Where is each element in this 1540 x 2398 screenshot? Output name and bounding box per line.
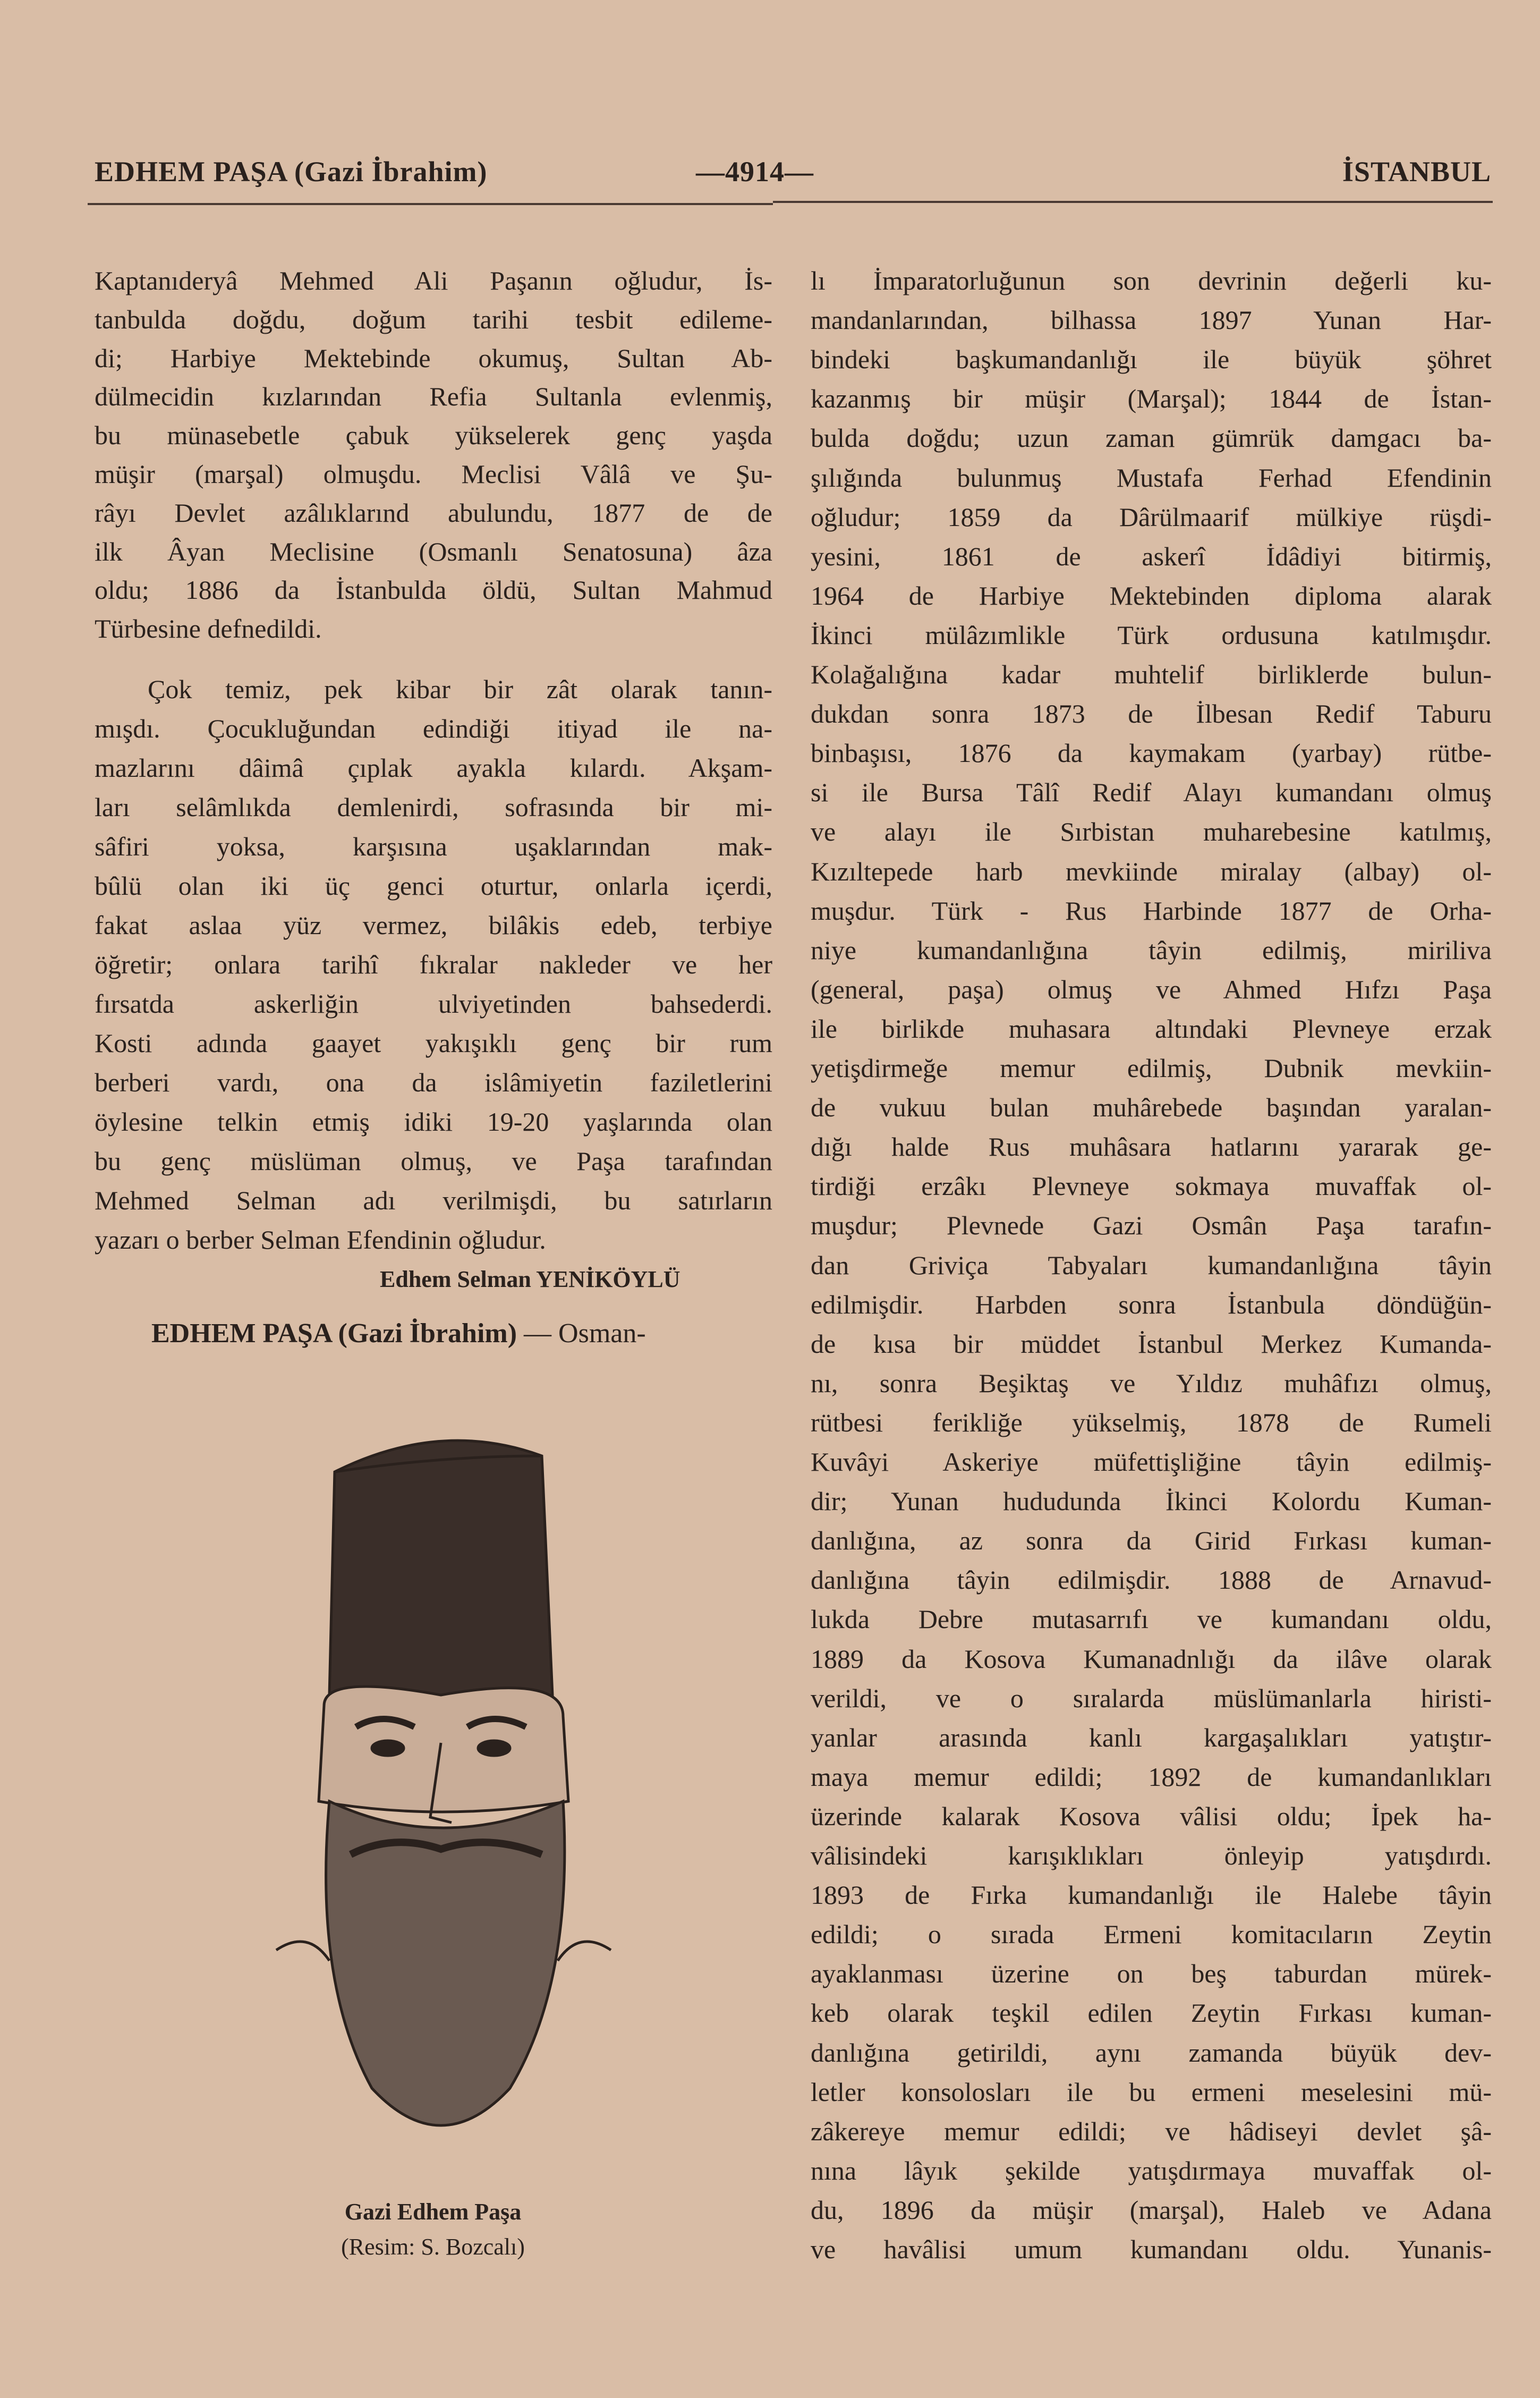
text-line: dığı halde Rus muhâsara hatlarını yararak ge- <box>811 1132 1492 1162</box>
text-line: Çok temiz, pek kibar bir zât olarak tanın- <box>148 674 772 704</box>
text-line: Kuvâyi Askeriye müfettişliğine tâyin edilmiş- <box>811 1447 1492 1477</box>
right-column-text <box>811 261 1492 2280</box>
text-line: muşdur. Türk - Rus Harbinde 1877 de Orha- <box>811 895 1492 926</box>
text-line: verildi, ve o sıralarda müslümanlarla hiristi- <box>811 1683 1492 1713</box>
text-line: de vukuu bulan muhârebede başından yaralan- <box>811 1092 1492 1123</box>
text-line: sâfiri yoksa, karşısına uşaklarından mak- <box>95 832 772 861</box>
running-head-left: EDHEM PAŞA (Gazi İbrahim) <box>95 156 488 188</box>
text-line: râyı Devlet azâlıklarınd abulundu, 1877 de de <box>95 497 772 528</box>
text-line: vâlisindeki karışıklıkları önleyip yatışdırdı. <box>811 1841 1492 1870</box>
text-line: si ile Bursa Tâlî Redif Alayı kumandanı olmuş <box>811 777 1492 808</box>
text-line: lukda Debre mutasarrıfı ve kumandanı oldu, <box>811 1604 1492 1634</box>
text-line: tirdiği erzâkı Plevneye sokmaya muvaffak ol- <box>811 1171 1492 1201</box>
text-line: de kısa bir müddet İstanbul Merkez Kumanda- <box>811 1328 1492 1359</box>
text-line: bulda doğdu; uzun zaman gümrük damgacı ba- <box>811 423 1492 453</box>
text-line: 1889 da Kosova Kumanadnlığı da ilâve olarak <box>811 1643 1492 1674</box>
text-line: yazarı o berber Selman Efendinin oğludur. <box>95 1225 546 1255</box>
text-line: du, 1896 da müşir (marşal), Haleb ve Adana <box>811 2194 1492 2225</box>
left-paragraph-2 <box>95 670 772 1259</box>
text-line: Mehmed Selman adı verilmişdi, bu satırların <box>95 1185 772 1215</box>
header-rule-left <box>88 203 773 205</box>
text-line: ve alayı ile Sırbistan muharebesine katılmış, <box>811 817 1492 847</box>
text-line: nına lâyık şekilde yatışdırmaya muvaffak ol- <box>811 2155 1492 2185</box>
text-line: rütbesi ferikliğe yükselmiş, 1878 de Rumeli <box>811 1407 1492 1437</box>
text-line: ve havâlisi umum kumandanı oldu. Yunanis- <box>811 2234 1492 2264</box>
text-line: dir; Yunan hududunda İkinci Kolordu Kuman- <box>811 1486 1492 1516</box>
text-line: öğretir; onlara tarihî fıkralar nakleder ve her <box>95 950 772 979</box>
text-line: Kızıltepede harb mevkiinde miralay (albay) ol- <box>811 856 1492 886</box>
left-paragraph-1 <box>95 261 772 654</box>
text-line: keb olarak teşkil edilen Zeytin Fırkası kuman- <box>811 1998 1492 2028</box>
text-line: ları selâmlıkda demlenirdi, sofrasında bir mi- <box>95 792 772 822</box>
text-line: yanlar arasında kanlı kargaşalıkları yatıştır- <box>811 1722 1492 1752</box>
text-line: danlığına tâyin edilmişdir. 1888 de Arnavud- <box>811 1565 1492 1595</box>
text-line: 1893 de Fırka kumandanlığı ile Halebe tâyin <box>811 1880 1492 1910</box>
text-line: dülmecidin kızlarından Refia Sultanla evlenmiş, <box>95 382 772 412</box>
portrait-caption-credit: (Resim: S. Bozcalı) <box>341 2234 525 2260</box>
text-line: (general, paşa) olmuş ve Ahmed Hıfzı Paşa <box>811 974 1492 1004</box>
text-line: dukdan sonra 1873 de İlbesan Redif Taburu <box>811 699 1492 729</box>
text-line: lı İmparatorluğunun son devrinin değerli ku- <box>811 266 1492 295</box>
header-rule-right <box>773 201 1493 203</box>
text-line: oldu; 1886 da İstanbulda öldü, Sultan Mahmud <box>95 575 772 605</box>
text-line: nı, sonra Beşiktaş ve Yıldız muhâfızı olmuş, <box>811 1368 1492 1398</box>
text-line: bindeki başkumandanlığı ile büyük şöhret <box>811 344 1492 375</box>
text-line: zâkereye memur edildi; ve hâdiseyi devlet şâ- <box>811 2116 1492 2146</box>
portrait-caption-title: Gazi Edhem Paşa <box>344 2199 522 2225</box>
text-line: fırsatda askerliğin ulviyetinden bahsederdi. <box>95 989 772 1019</box>
text-line: mışdı. Çocukluğundan edindiği itiyad ile na- <box>95 714 772 743</box>
text-line: yesini, 1861 de askerî İdâdiyi bitirmiş, <box>811 541 1492 571</box>
text-line: bu genç müslüman olmuş, ve Paşa tarafından <box>95 1146 772 1176</box>
text-line: bûlü olan iki üç genci oturtur, onlarla içerdi, <box>95 871 772 901</box>
text-line: Türbesine defnedildi. <box>95 614 322 644</box>
text-line: ilk Âyan Meclisine (Osmanlı Senatosuna) âza <box>95 536 772 566</box>
author-signature: Edhem Selman YENİKÖYLÜ <box>380 1266 680 1292</box>
portrait-illustration <box>266 1397 627 2184</box>
text-line: İkinci mülâzımlikle Türk ordusuna katılmışdır. <box>811 620 1492 650</box>
text-line: bu münasebetle çabuk yükselerek genç yaşda <box>95 420 772 451</box>
text-line: yetişdirmeğe memur edilmiş, Dubnik mevkiin- <box>811 1053 1492 1083</box>
text-line: öylesine telkin etmiş idiki 19-20 yaşlarında olan <box>95 1107 772 1137</box>
text-line: şılığında bulunmuş Mustafa Ferhad Efendinin <box>811 462 1492 493</box>
text-line: binbaşısı, 1876 da kaymakam (yarbay) rütbe- <box>811 738 1492 768</box>
text-line: üzerinde kalarak Kosova vâlisi oldu; İpek ha- <box>811 1801 1492 1831</box>
text-line: edilmişdir. Harbden sonra İstanbula döndüğün- <box>811 1289 1492 1319</box>
entry-heading <box>151 1318 646 1349</box>
text-line: mazlarını dâimâ çıplak ayakla kılardı. Akşam- <box>95 753 772 783</box>
text-line: Kolağalığına kadar muhtelif birliklerde bulun- <box>811 659 1492 689</box>
text-line: ayaklanması üzerine on beş taburdan mürek- <box>811 1959 1492 1989</box>
text-line: tanbulda doğdu, doğum tarihi tesbit edileme- <box>95 304 772 334</box>
text-line: muşdur; Plevnede Gazi Osmân Paşa tarafın- <box>811 1210 1492 1241</box>
text-line: fakat aslaa yüz vermez, bilâkis edeb, terbiye <box>95 910 772 940</box>
text-line: maya memur edildi; 1892 de kumandanlıkları <box>811 1761 1492 1792</box>
text-line: kazanmış bir müşir (Marşal); 1844 de İstan- <box>811 384 1492 414</box>
text-line: berberi vardı, ona da islâmiyetin faziletlerini <box>95 1067 772 1097</box>
text-line: dan Griviça Tabyaları kumandanlığına tâyin <box>811 1250 1492 1280</box>
text-line: oğludur; 1859 da Dârülmaarif mülkiye rüşdi- <box>811 502 1492 532</box>
text-line: Kosti adında gaayet yakışıklı genç bir rum <box>95 1028 772 1058</box>
running-head-right: İSTANBUL <box>1342 156 1491 188</box>
entry-heading-name: EDHEM PAŞA (Gazi İbrahim) <box>151 1318 517 1349</box>
text-line: mandanlarından, bilhassa 1897 Yunan Har- <box>811 305 1492 335</box>
text-line: müşir (marşal) olmuşdu. Meclisi Vâlâ ve Şu- <box>95 459 772 489</box>
text-line: danlığına getirildi, aynı zamanda büyük dev- <box>811 2037 1492 2067</box>
text-line: Kaptanıderyâ Mehmed Ali Paşanın oğludur, İs- <box>95 266 772 295</box>
text-line: niye kumandanlığına tâyin edilmiş, miriliva <box>811 935 1492 965</box>
text-line: letler konsolosları ile bu ermeni meselesini mü- <box>811 2077 1492 2107</box>
entry-heading-continuation: — Osman- <box>517 1318 646 1349</box>
text-line: danlığına, az sonra da Girid Fırkası kuman- <box>811 1526 1492 1556</box>
page-number: —4914— <box>696 156 814 188</box>
text-line: di; Harbiye Mektebinde okumuş, Sultan Ab- <box>95 343 772 373</box>
text-line: ile birlikde muhasara altındaki Plevneye erzak <box>811 1013 1492 1044</box>
text-line: edildi; o sırada Ermeni komitacıların Zeytin <box>811 1919 1492 1950</box>
text-line: 1964 de Harbiye Mektebinden diploma alarak <box>811 580 1492 611</box>
